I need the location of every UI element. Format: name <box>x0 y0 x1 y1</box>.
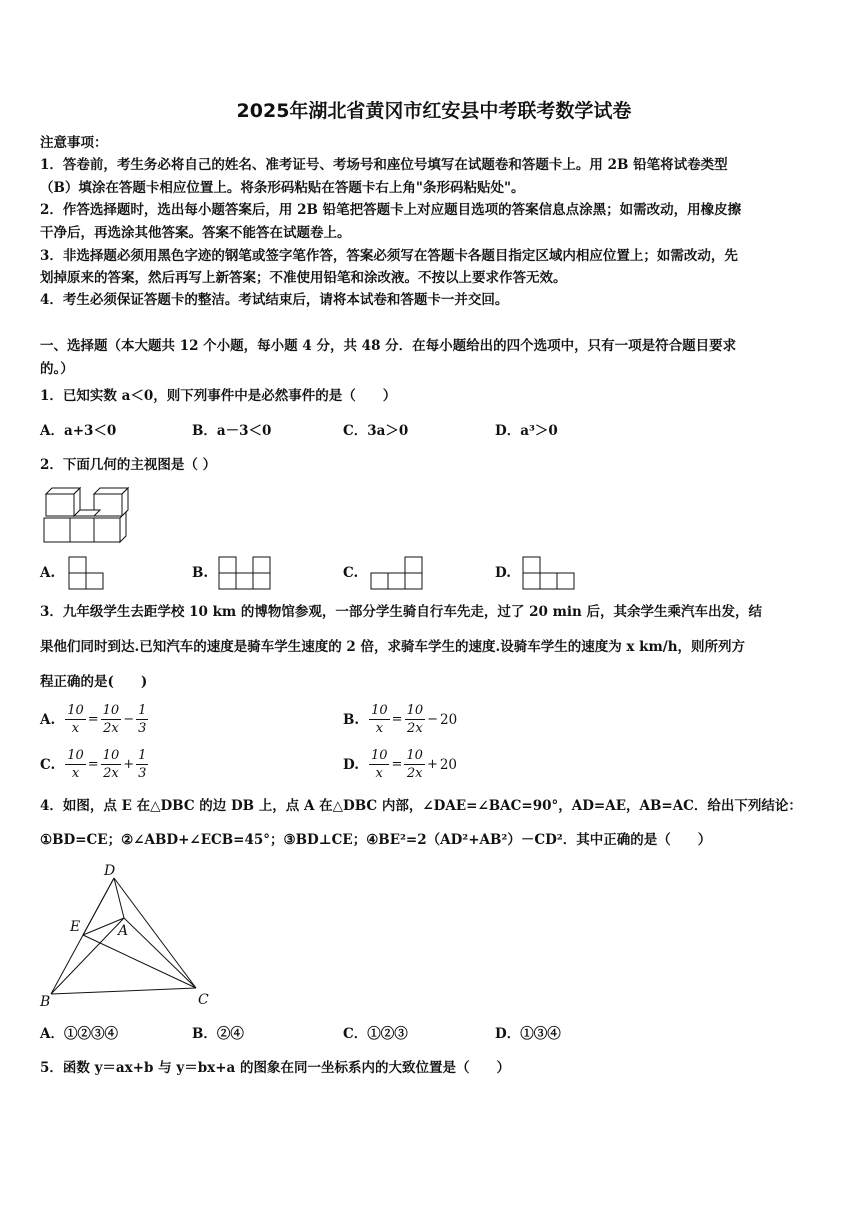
fraction: $\frac{10}{2x}$ <box>102 748 120 781</box>
q1-option-a: A．a+3＜0 <box>40 423 117 439</box>
fraction: $\frac{10}{2x}$ <box>406 703 424 736</box>
operator: − <box>123 712 135 727</box>
point-label-b: B <box>40 994 51 1010</box>
q2-solid-figure <box>40 484 130 546</box>
notice-heading: 注意事项： <box>40 135 108 151</box>
q3-stem-line2: 果他们同时到达.已知汽车的速度是骑车学生速度的 2 倍，求骑车学生的速度.设骑车学生的速度为 x km/h，则所列方 <box>40 639 746 655</box>
notice-line: （B）填涂在答题卡相应位置上。将条形码粘贴在答题卡右上角"条形码粘贴处"。 <box>40 180 525 196</box>
q3-option-b <box>343 702 457 737</box>
q3-option-a-label: A. <box>40 711 56 728</box>
fraction: $\frac{10}{x}$ <box>370 748 388 781</box>
equals-sign: = <box>87 712 99 727</box>
q5-stem: 5．函数 y＝ax+b 与 y＝bx+a 的图象在同一坐标系内的大致位置是（ ） <box>40 1060 510 1076</box>
fraction: $\frac{10}{x}$ <box>371 703 388 736</box>
point-label-d: D <box>104 863 116 879</box>
operator: + <box>123 757 135 772</box>
q4-option-c: C．①②③ <box>343 1026 408 1042</box>
fraction: $\frac{1}{3}$ <box>138 748 147 781</box>
q4-triangle-diagram <box>36 858 226 1010</box>
q4-option-b: B．②④ <box>192 1026 244 1042</box>
fraction: $\frac{10}{x}$ <box>67 748 84 781</box>
q3-stem-line1: 3．九年级学生去距学校 10 km 的博物馆参观，一部分学生骑自行车先走，过了 20 min 后，其余学生乘汽车出发，结 <box>40 604 763 620</box>
q2-option-d-label: D. <box>495 565 511 581</box>
fraction: $\frac{10}{2x}$ <box>406 748 423 781</box>
q3-option-d <box>343 747 457 782</box>
section-heading-cont: 的。） <box>40 361 74 377</box>
fraction: $\frac{10}{x}$ <box>67 703 84 736</box>
q4-option-d: D．①③④ <box>495 1026 561 1042</box>
equals-sign: = <box>391 712 403 727</box>
section-heading: 一、选择题（本大题共 12 个小题，每小题 4 分，共 48 分．在每小题给出的四个选项中，只有一项是符合题目要求 <box>40 338 737 354</box>
operator: + <box>426 757 438 772</box>
notice-line: 干净后，再选涂其他答案。答案不能答在试题卷上。 <box>40 225 351 241</box>
page-title: 2025年湖北省黄冈市红安县中考联考数学试卷 <box>236 100 632 122</box>
operator: − <box>427 712 439 727</box>
q2-option-b-figure <box>218 556 272 590</box>
notice-line: 划掉原来的答案，然后再写上新答案；不准使用铅笔和涂改液。不按以上要求作答无效。 <box>40 270 567 286</box>
equals-sign: = <box>391 757 403 772</box>
q1-option-d: D．a³＞0 <box>495 423 558 439</box>
point-label-e: E <box>70 919 81 935</box>
notice-line: 3．非选择题必须用黑色字迹的钢笔或签字笔作答，答案必须写在答题卡各题目指定区域内相应位置上；如需改动，先 <box>40 248 738 264</box>
q3-option-b-label: B. <box>343 711 360 728</box>
q4-option-a: A．①②③④ <box>40 1026 118 1042</box>
q3-option-d-label: D. <box>343 756 359 773</box>
fraction: $\frac{1}{3}$ <box>138 703 147 736</box>
q4-stem-line1: 4．如图，点 E 在△DBC 的边 DB 上，点 A 在△DBC 内部，∠DAE=∠BAC=90°，AD=AE，AB=AC．给出下列结论： <box>40 798 802 814</box>
equals-sign: = <box>87 757 99 772</box>
notice-line: 4．考生必须保证答题卡的整洁。考试结束后，请将本试卷和答题卡一并交回。 <box>40 292 509 308</box>
constant: 20 <box>439 756 458 773</box>
point-label-a: A <box>118 923 129 939</box>
q2-option-d-figure <box>522 556 576 590</box>
constant: 20 <box>440 711 458 728</box>
q3-stem-line3: 程正确的是( ) <box>40 674 148 690</box>
notice-line: 1．答卷前，考生务必将自己的姓名、准考证号、考场号和座位号填写在试题卷和答题卡上。用 2B 铅笔将试卷类型 <box>40 157 728 173</box>
q3-option-c <box>40 747 148 782</box>
q3-option-c-label: C. <box>40 756 56 773</box>
notice-line: 2．作答选择题时，选出每小题答案后，用 2B 铅笔把答题卡上对应题目选项的答案信息点涂黑；如需改动，用橡皮擦 <box>40 202 742 218</box>
q3-option-a <box>40 702 148 737</box>
q1-option-b: B．a－3＜0 <box>192 423 272 439</box>
q2-option-a-figure <box>68 556 106 590</box>
fraction: $\frac{10}{2x}$ <box>102 703 120 736</box>
q2-option-c-figure <box>370 556 424 590</box>
q1-option-c: C．3a＞0 <box>343 423 409 439</box>
q2-option-b-label: B. <box>192 565 209 581</box>
point-label-c: C <box>198 992 209 1008</box>
q4-stem-line2: ①BD=CE；②∠ABD+∠ECB=45°；③BD⊥CE；④BE²=2（AD²+AB²）－CD²．其中正确的是（ ） <box>40 832 712 848</box>
q2-option-c-label: C. <box>343 565 359 581</box>
q2-option-a-label: A. <box>40 565 56 581</box>
q2-stem: 2．下面几何的主视图是（ ） <box>40 457 217 473</box>
q1-stem: 1．已知实数 a＜0，则下列事件中是必然事件的是（ ） <box>40 388 397 404</box>
